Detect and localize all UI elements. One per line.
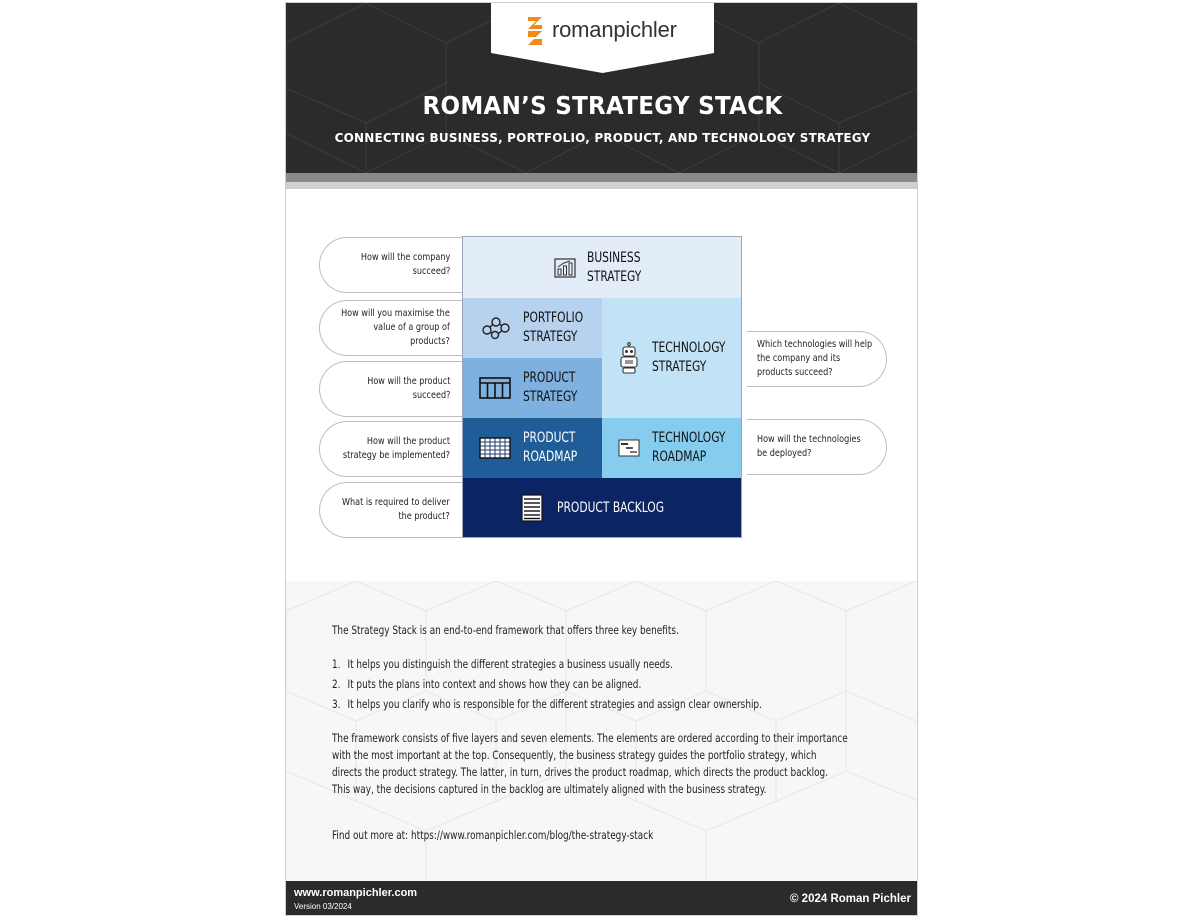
product-roadmap-label: PRODUCT ROADMAP	[523, 430, 578, 465]
question-technology-roadmap: How will the technologies be deployed?	[747, 419, 887, 475]
header-divider-dark	[286, 173, 918, 182]
technology-roadmap-label: TECHNOLOGY ROADMAP	[652, 430, 726, 465]
backlog-list-icon	[521, 494, 543, 522]
header-divider-light	[286, 182, 918, 189]
intro-text: The Strategy Stack is an end-to-end framework that offers three key benefits.	[332, 623, 679, 637]
network-nodes-icon	[481, 316, 511, 340]
footer-copyright: © 2024 Roman Pichler	[790, 893, 911, 905]
page-subtitle: CONNECTING BUSINESS, PORTFOLIO, PRODUCT, AND TECHNOLOGY STRATEGY	[334, 130, 871, 145]
product-strategy-label: PRODUCT STRATEGY	[523, 370, 578, 405]
page-title: ROMAN’S STRATEGY STACK	[422, 91, 783, 120]
grid-roadmap-icon	[479, 437, 511, 459]
question-business-strategy: How will the company succeed?	[319, 237, 462, 293]
question-technology-strategy: Which technologies will help the company and its products succeed?	[747, 331, 887, 387]
question-product-backlog: What is required to deliver the product?	[319, 482, 462, 538]
footer	[286, 881, 918, 916]
product-strategy-block	[463, 358, 602, 418]
business-strategy-block	[463, 237, 741, 298]
question-product-strategy: How will the product succeed?	[319, 361, 462, 417]
logo-text: romanpichler	[552, 17, 677, 42]
footer-version: Version 03/2024	[294, 902, 352, 911]
business-strategy-label: BUSINESS STRATEGY	[587, 249, 642, 285]
robot-icon	[618, 342, 640, 374]
product-backlog-label: PRODUCT BACKLOG	[557, 499, 665, 516]
benefit-item-3: 3. It helps you clarify who is responsible for the different strategies and assign clear ownership.	[332, 697, 762, 711]
gantt-roadmap-icon	[618, 439, 640, 457]
table-icon	[479, 377, 511, 399]
technology-strategy-label: TECHNOLOGY STRATEGY	[652, 340, 726, 375]
bar-chart-icon	[553, 256, 577, 280]
portfolio-strategy-label: PORTFOLIO STRATEGY	[523, 310, 584, 345]
benefit-item-2: 2. It puts the plans into context and shows how they can be aligned.	[332, 677, 642, 691]
framework-paragraph: The framework consists of five layers and seven elements. The elements are ordered according to their importance with the most important at the top. Consequently, the business strategy guides the portfolio strategy, which directs the product strategy. The latter, in turn, drives the product roadmap, which directs the product backlog. This way, the decisions captured in the backlog are ultimately aligned with the business strategy.	[332, 731, 848, 796]
poster-page	[285, 2, 918, 916]
footer-website: www.romanpichler.com	[294, 887, 418, 899]
logo-mark-icon	[526, 15, 546, 47]
question-portfolio-strategy: How will you maximise the value of a group of products?	[319, 300, 462, 356]
technology-strategy-block	[602, 298, 741, 418]
benefit-item-1: 1. It helps you distinguish the different strategies a business usually needs.	[332, 657, 673, 671]
header	[286, 3, 918, 173]
product-roadmap-block	[463, 418, 602, 478]
strategy-stack	[462, 236, 742, 538]
find-out-more-text: Find out more at: https://www.romanpichler.com/blog/the-strategy-stack	[332, 828, 654, 842]
product-backlog-block	[463, 478, 741, 538]
question-product-roadmap: How will the product strategy be implemented?	[319, 421, 462, 477]
portfolio-strategy-block	[463, 298, 602, 358]
technology-roadmap-block	[602, 418, 741, 478]
